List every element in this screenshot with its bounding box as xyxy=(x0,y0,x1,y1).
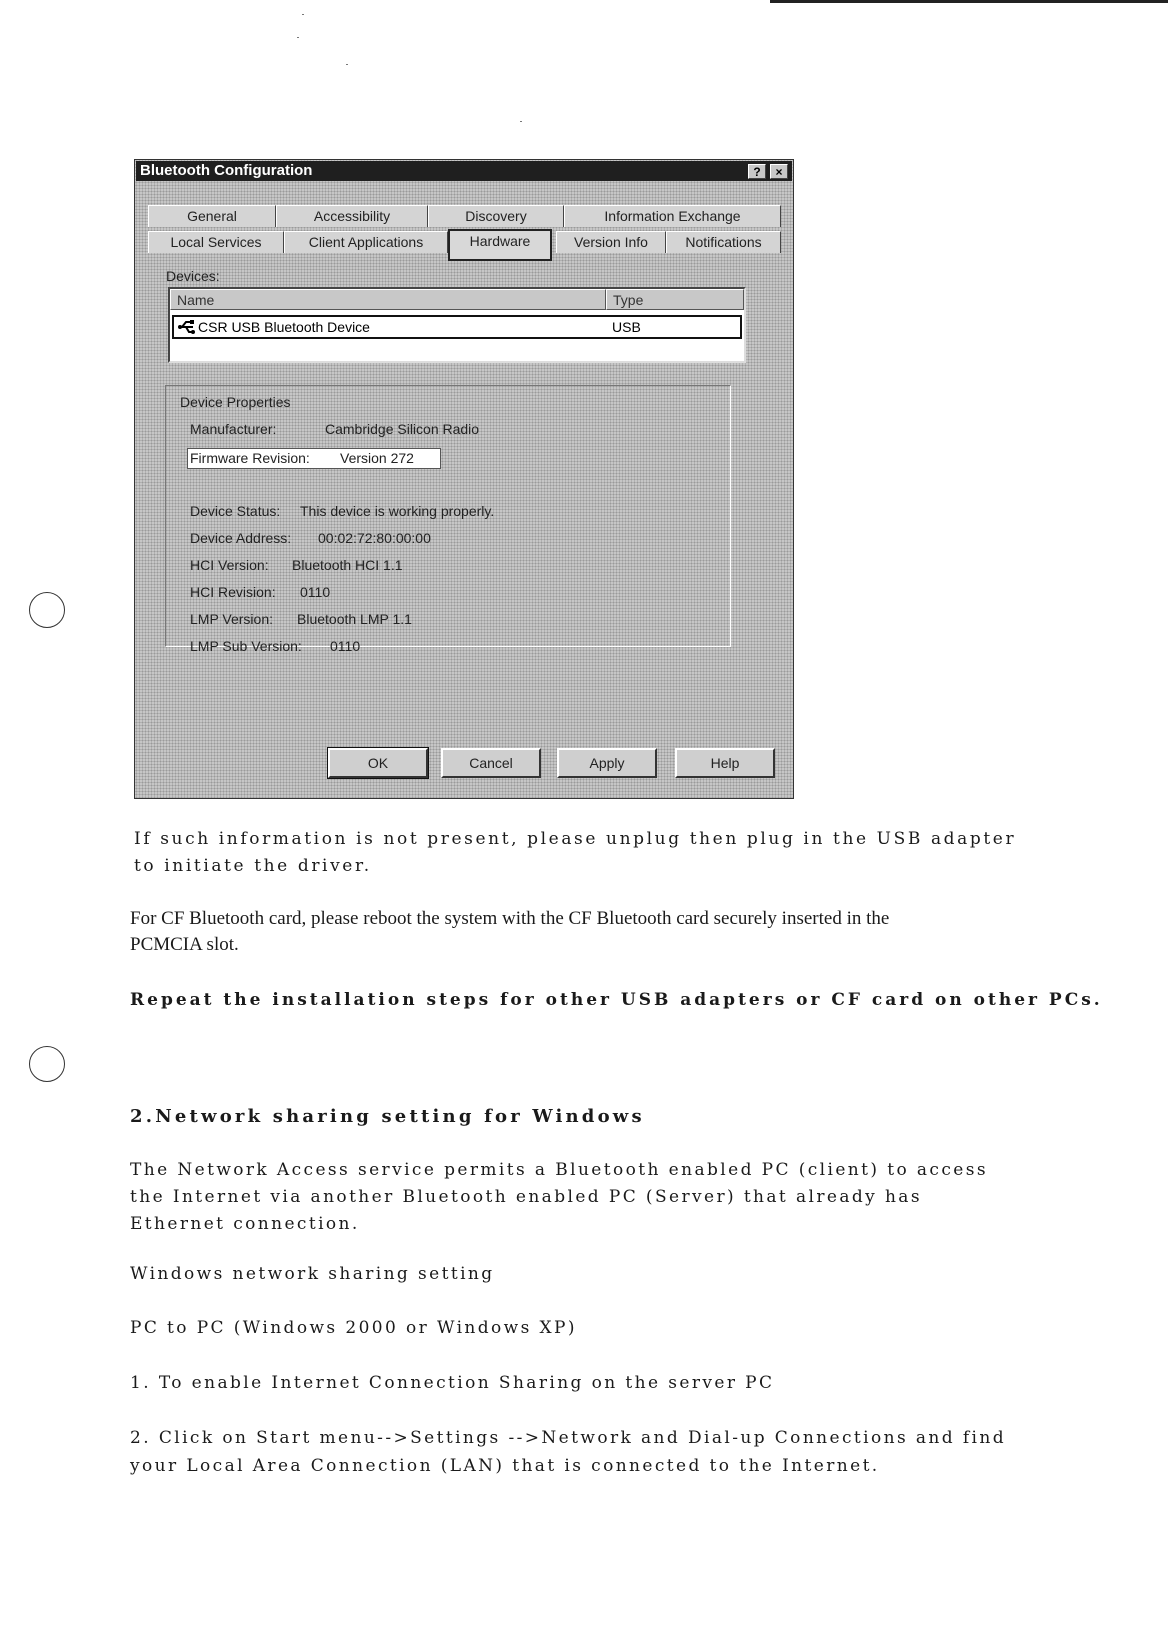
scan-speck xyxy=(520,121,522,122)
tab-version-info[interactable]: Version Info xyxy=(556,231,666,253)
tab-discovery[interactable]: Discovery xyxy=(428,205,564,227)
device-address-value: 00:02:72:80:00:00 xyxy=(318,530,431,546)
help-title-button[interactable]: ? xyxy=(748,164,766,179)
tab-notifications[interactable]: Notifications xyxy=(666,231,781,253)
hci-version-value: Bluetooth HCI 1.1 xyxy=(292,557,403,573)
list-item: your Local Area Connection (LAN) that is connected to the Internet. xyxy=(130,1456,880,1476)
firmware-revision-value: Version 272 xyxy=(340,450,414,466)
scan-speck xyxy=(346,64,348,65)
paragraph-line: Repeat the installation steps for other USB adapters or CF card on other PCs. xyxy=(130,990,1103,1010)
paragraph-line: Ethernet connection. xyxy=(130,1214,360,1234)
tab-hardware[interactable]: Hardware xyxy=(448,229,552,261)
lmp-version-value: Bluetooth LMP 1.1 xyxy=(297,611,412,627)
top-rule xyxy=(770,0,1168,3)
cancel-button[interactable]: Cancel xyxy=(441,748,541,778)
apply-button[interactable]: Apply xyxy=(557,748,657,778)
dialog-title: Bluetooth Configuration xyxy=(140,162,313,179)
punch-hole-icon xyxy=(29,592,65,628)
device-status-value: This device is working properly. xyxy=(300,503,495,519)
ok-button[interactable]: OK xyxy=(328,748,428,778)
punch-hole-icon xyxy=(29,1046,65,1082)
tab-client-applications[interactable]: Client Applications xyxy=(284,231,448,253)
manufacturer-value: Cambridge Silicon Radio xyxy=(325,421,480,437)
paragraph-line: PC to PC (Windows 2000 or Windows XP) xyxy=(130,1318,577,1338)
paragraph-line: If such information is not present, please unplug then plug in the USB adapter xyxy=(134,829,1017,849)
list-item: 2. Click on Start menu-->Settings -->Network and Dial-up Connections and find xyxy=(130,1428,1007,1448)
paragraph-line: to initiate the driver. xyxy=(134,856,372,876)
devices-list[interactable] xyxy=(168,287,746,363)
tab-information-exchange[interactable]: Information Exchange xyxy=(564,205,781,227)
help-button[interactable]: Help xyxy=(675,748,775,778)
lmp-sub-version-label: LMP Sub Version: xyxy=(190,638,302,654)
hci-version-label: HCI Version: xyxy=(190,557,269,573)
scan-speck xyxy=(302,14,304,15)
paragraph-line: Windows network sharing setting xyxy=(130,1264,495,1284)
paragraph-line: The Network Access service permits a Bluetooth enabled PC (client) to access xyxy=(130,1160,988,1180)
device-name: CSR USB Bluetooth Device xyxy=(198,319,370,335)
firmware-revision-label: Firmware Revision: xyxy=(190,450,310,466)
dialog-titlebar xyxy=(136,161,792,181)
device-type: USB xyxy=(612,319,641,335)
hci-revision-value: 0110 xyxy=(300,584,331,600)
hci-revision-label: HCI Revision: xyxy=(190,584,276,600)
lmp-sub-version-value: 0110 xyxy=(330,638,361,654)
device-address-label: Device Address: xyxy=(190,530,292,546)
paragraph-line: For CF Bluetooth card, please reboot the system with the CF Bluetooth card securely inserted in the xyxy=(130,908,890,929)
device-properties-label: Device Properties xyxy=(180,394,291,410)
paragraph-line: PCMCIA slot. xyxy=(130,934,239,955)
section-heading: 2.Network sharing setting for Windows xyxy=(130,1106,645,1127)
close-title-button[interactable]: × xyxy=(770,164,788,179)
paragraph-line: the Internet via another Bluetooth enabled PC (Server) that already has xyxy=(130,1187,922,1207)
scan-speck xyxy=(297,37,299,38)
column-header-type[interactable]: Type xyxy=(606,289,744,310)
device-row[interactable] xyxy=(172,315,742,339)
usb-device-icon xyxy=(178,319,196,335)
devices-label: Devices: xyxy=(166,268,220,284)
device-status-label: Device Status: xyxy=(190,503,281,519)
column-header-name[interactable]: Name xyxy=(170,289,606,310)
lmp-version-label: LMP Version: xyxy=(190,611,274,627)
manufacturer-label: Manufacturer: xyxy=(190,421,277,437)
list-item: 1. To enable Internet Connection Sharing on the server PC xyxy=(130,1373,775,1393)
tab-accessibility[interactable]: Accessibility xyxy=(276,205,428,227)
tab-general[interactable]: General xyxy=(148,205,276,227)
tab-local-services[interactable]: Local Services xyxy=(148,231,284,253)
